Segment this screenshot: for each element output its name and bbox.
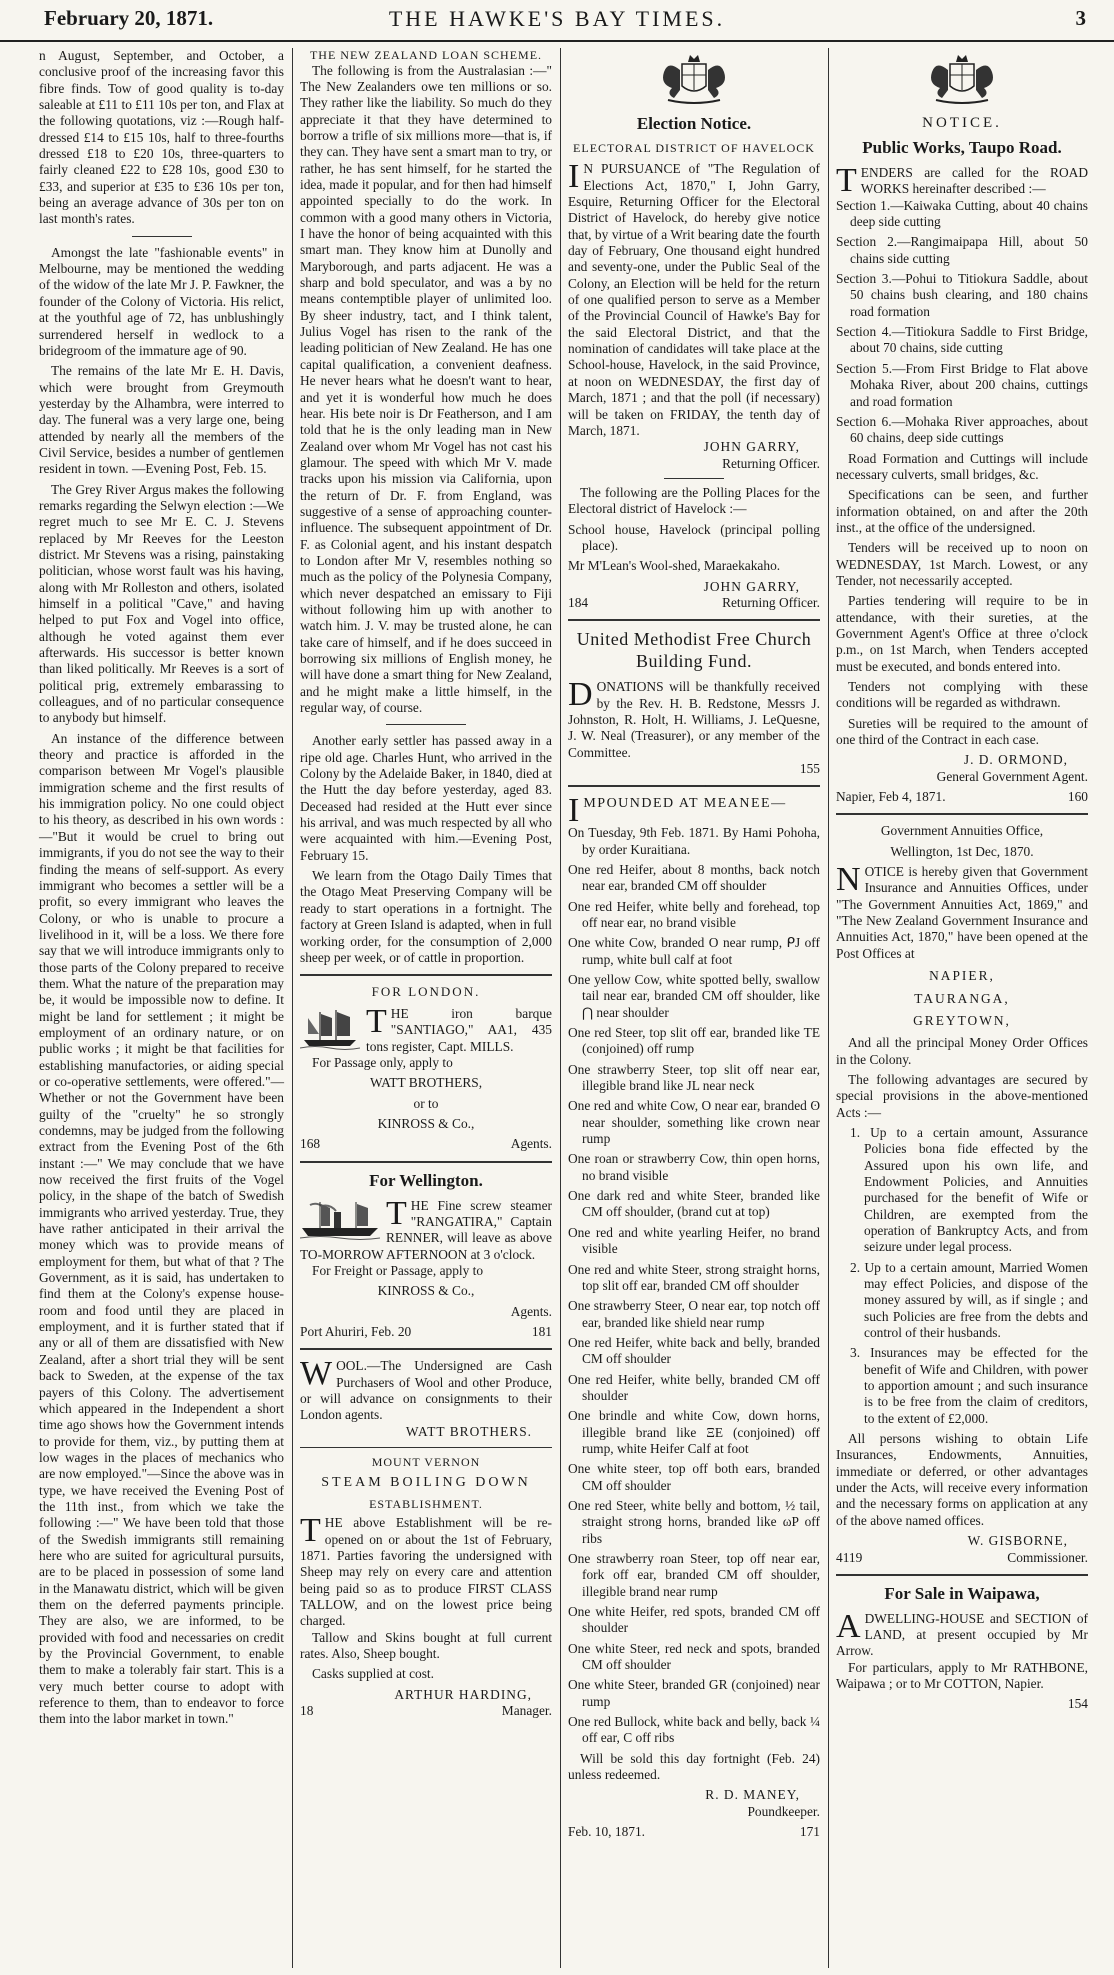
column-rule [292, 48, 293, 1968]
column-rule [560, 48, 561, 1968]
wellington-footer [300, 1324, 552, 1340]
road-section: Section 6.—Mohaka River approaches, about 60 chains, deep side cuttings [836, 413, 1088, 446]
annuities-para: And all the principal Money Order Offices in the Colony. [836, 1035, 1088, 1067]
wellington-ad-body: HE Fine screw steamer "RANGATIRA," Captain RENNER, will leave as above TO-MORROW AFTERNOON at 3 o'clock. [300, 1197, 552, 1262]
early-settler-article: Another early settler has passed away in a ripe old age. Charles Hunt, who arrived in the Colony by the Adelaide Baker, in 1840, died at the Hutt the day before yesterday, aged 83. Deceased had resided at the Hutt ever since his arrival, and was much respected by all who were acquainted with him.—Evening Post, February 15. [300, 733, 552, 863]
poundkeeper-name: R. D. MANEY, [705, 1787, 800, 1803]
divider [568, 785, 820, 787]
issue-date: February 20, 1871. [44, 6, 214, 30]
royal-coat-of-arms-icon [912, 50, 1012, 108]
drop-cap: D [568, 679, 593, 714]
methodist-fund-body [568, 679, 820, 761]
for-sale-contact: For particulars, apply to Mr RATHBONE, Waipawa ; or to Mr COTTON, Napier. [836, 1659, 1088, 1691]
advantages-list [836, 1125, 1088, 1427]
drop-cap: T [386, 1197, 407, 1232]
steamer-icon [300, 1198, 380, 1242]
newspaper-title: THE HAWKE'S BAY TIMES. [388, 6, 726, 31]
ad-number: 181 [531, 1323, 552, 1339]
polling-place: School house, Havelock (principal polling place). [568, 521, 820, 553]
masthead [0, 0, 1114, 42]
impounded-animal: One brindle and white Cow, down horns, illegible brand like ΞE (conjoined) off rump, white Heifer Calf at foot [568, 1408, 820, 1456]
selwyn-election-article: The Grey River Argus makes the following remarks regarding the Selwyn election :—We regret much to see Mr E. C. J. Stevens replaced by Mr Reeves for the Leeston district. Mr Stevens was a rising, painstaking politician, whose worst fault was his having, along with Mr Rolleston and others, isolated himself in a political "Cave," and having helped to put Fox and Vogel into office, although he voted against them ever afterwards. His successor is better known than liked politically. Mr Reeves is a sort of political prig, extremely embarassing to colleagues, and of no particular consequence to anybody but himself. [39, 481, 284, 726]
london-agent: KINROSS & Co., [377, 1116, 475, 1132]
annuities-para: All persons wishing to obtain Life Insurances, Endowments, Annuities, immediate or deferred, or other advantages under the Acts, will receive every information and the necessary forms on application at any of the above named offices. [836, 1431, 1088, 1528]
mount-vernon-signature: ARTHUR HARDING, [394, 1686, 532, 1702]
mount-vernon-casks: Casks supplied at cost. [312, 1666, 434, 1682]
agent-name: J. D. ORMOND, [963, 752, 1068, 768]
divider [568, 619, 820, 621]
drop-cap: T [366, 1006, 387, 1041]
impounded-animal: One yellow Cow, white spotted belly, swallow tail near ear, branded CM off shoulder, like ⋂ near shoulder [568, 972, 820, 1020]
ad-date: Feb. 10, 1871. [568, 1824, 645, 1840]
public-works-para: Road Formation and Cuttings will include necessary culverts, small bridges, &c. [836, 450, 1088, 482]
divider [132, 236, 192, 237]
impounded-animal: One white Steer, red neck and spots, branded CM off shoulder [568, 1640, 820, 1673]
impounded-animal: One red and white Steer, strong straight horns, top slit off ear, branded CM off shoulder [568, 1261, 820, 1293]
for-wellington-heading: For Wellington. [369, 1170, 483, 1190]
impounded-animal: One red Heifer, about 8 months, back notch near ear, branded CM off shoulder [568, 861, 820, 894]
returning-officer-name: JOHN GARRY, [703, 578, 800, 594]
loan-scheme-heading: THE NEW ZEALAND LOAN SCHEME. [309, 48, 543, 62]
public-works-para: Parties tendering will require to be in attendance, with their sureties, at the Government Agent's Office at three o'clock p.m., on 1st March, when Tenders accepted must be executed, and bonds entered into. [836, 593, 1088, 674]
ad-place: Napier, Feb 4, 1871. [836, 789, 946, 805]
town-napier: NAPIER, [929, 968, 995, 984]
notice-heading: NOTICE. [922, 115, 1002, 131]
impounded-footer [568, 1824, 820, 1840]
ad-number: 154 [1067, 1696, 1088, 1712]
drop-cap: A [836, 1610, 861, 1645]
methodist-text: ONATIONS will be thankfully received by the Rev. H. B. Redstone, Messrs J. Johnston, R. Holt, H. Williams, J. LeQuesne, J. W. Neal (Treasurer), or any member of the Committee. [568, 679, 820, 760]
wool-signature: WATT BROTHERS. [405, 1423, 532, 1439]
impounded-intro: On Tuesday, 9th Feb. 1871. By Hami Pohoha, by order Kuraitiana. [568, 825, 820, 857]
drop-cap: I [568, 795, 580, 826]
commissioner-name: W. GISBORNE, [967, 1533, 1068, 1549]
mount-vernon-footer [300, 1703, 552, 1719]
ad-number: 184 [568, 594, 589, 610]
for-sale-body [836, 1611, 1088, 1660]
annuities-footer [836, 1550, 1088, 1566]
impounded-animal: One red Heifer, white belly, branded CM off shoulder [568, 1371, 820, 1403]
road-section: Section 2.—Rangimaipapa Hill, about 50 chains side cutting [836, 234, 1088, 266]
immigration-article: An instance of the difference between theory and practice is afforded in the comparison between Mr Vogel's plausible immigration scheme and the first results of his immigration policy. No one could object to his theory, as described in his own words :—"But it would be cruel to bring out immigrants, if you do not see the way to their finding the means of self-support. As every immigrant who becomes a settler will be a profit, so every immigrant who leaves the Colony, or who is unable to procure a livelihood in it, will be a loss. We there fore say that we will introduce immigrants only to those parts of the Colony prepared to receive them. What the nature of the preparation may be, it would be impossible now to define. It might be land for settlement ; it might be employment of an ordinary nature, or on public works ; it might be that facilities for establishing manufactories, or aiding special or co-operative settlements, were offered."—Whether or not the Government have been guilty of the "cruelty" he so strongly condemns, may be judged from the following extract from the Evening Post of the 6th instant :—" We may conclude that we have now received the first fruits of the Vogel policy, in the shape of the batch of Swedish immigrants who arrived yesterday. True, they have rather anticipated in their arrival the money which was to provide means of employment for them, but what of that ? The Government, as it is said, has undertaken to find them at the Colony's expense house-room and food until they are placed in employment, and it is further stated that if any or all of them are dissatisfied with New Zealand, after a short trial they will be sent back to Sweden, at the expense of the tax payers of this Colony. The advertisement which appeared in the Independent a short time ago shows how the Government intends to provide for them, viz., by putting them at low wages in the places of mechanics who are now employed."—Since the above was in type, we have received the Evening Post of the 11th inst., from which we take the following :—" We have been told that those of the Swedish immigrants still remaining here who are suited for agricultural pursuits, are to be placed in possession of some land in the Manawatu district, which will be given them on the deferred payments principle. They are also, we are informed, to be provided with food and necessaries on credit by the Provincial Government, to enable them to make a tolerably fair start. This is a very much better course to adopt with reference to them, than to endeavor to force them into the labor market in town." [39, 730, 284, 1727]
election-text: N PURSUANCE of "The Regulation of Elections Act, 1870," I, John Garry, Esquire, Returning Officer for the Electoral District of Havelock, do hereby give notice that, by virtue of a Writ bearing date the fourth day of February, One thousand eight hundred and seventy-one, under the Public Seal of the Colony, an Election will be held for the return of one qualified person to serve as a Member of the Provincial Council of Hawke's Bay for the said Electoral District, and that the nomination of candidates will take place at the School-house, Havelock, in the said Province, at noon on WEDNESDAY, the first day of March, 1871 ; and that the poll (if necessary) will be taken on FRIDAY, the tenth day of March, 1871. [568, 161, 820, 438]
public-works-footer [836, 789, 1088, 805]
impounded-title: MPOUNDED AT MEANEE— [583, 796, 787, 812]
impounded-animal: One red Steer, white belly and bottom, ½ tail, straight strong horns, branded like ωP off ribs [568, 1497, 820, 1546]
column-3 [563, 48, 825, 1968]
for-wellington-ad [300, 1198, 552, 1263]
impounded-heading [568, 795, 820, 825]
impounded-animal: One white Heifer, red spots, branded CM off shoulder [568, 1604, 820, 1636]
column-4 [831, 48, 1093, 1968]
impounded-animal: One strawberry roan Steer, top off near ear, fork off ear, branded CM off shoulder, illegible brand near rump [568, 1551, 820, 1599]
impounded-animal: One dark red and white Steer, branded like CM off shoulder, (brand cut at top) [568, 1188, 820, 1220]
annuities-text: OTICE is hereby given that Government Insurance and Annuities Offices, under "The Government Annuities Act, 1869," and "The New Zealand Government Insurance and Annuities Act, 1870," have been opened at the Post Offices at [836, 864, 1088, 961]
funeral-article: The remains of the late Mr E. H. Davis, which were brought from Greymouth yesterday by the Alhambra, were interred to day. The funeral was a very large one, being attended by nearly all the members of the Civil Service, besides a number of gentlemen resident in town. —Evening Post, Feb. 15. [39, 363, 284, 477]
mount-vernon-ad [300, 1515, 552, 1629]
polling-places-intro: The following are the Polling Places for the Electoral district of Havelock :— [568, 484, 820, 517]
road-section: Section 1.—Kaiwaka Cutting, about 40 chains deep side cutting [836, 197, 1088, 230]
drop-cap: T [836, 165, 857, 198]
annuities-para: The following advantages are secured by special provisions in the above-mentioned Acts :— [836, 1071, 1088, 1120]
divider [386, 724, 466, 725]
impounded-animal: One red Heifer, white back and belly, branded CM off shoulder [568, 1334, 820, 1367]
public-works-para: Sureties will be required to the amount of one third of the Contract in each case. [836, 715, 1088, 748]
ad-role: Commissioner. [1007, 1549, 1088, 1565]
wellington-agents: Agents. [510, 1303, 552, 1319]
divider [300, 1161, 552, 1163]
mount-vernon-tallow: Tallow and Skins bought at full current rates. Also, Sheep bought. [300, 1629, 552, 1662]
road-section: Section 3.—Pohui to Titiokura Saddle, about 50 chains bush clearing, and 180 chains road formation [836, 271, 1088, 319]
drop-cap: W [300, 1358, 333, 1393]
wool-ad [300, 1358, 552, 1423]
poundkeeper-role: Poundkeeper. [747, 1803, 820, 1819]
road-sections-list [836, 198, 1088, 447]
for-london-ad [300, 1006, 552, 1055]
wellington-freight: For Freight or Passage, apply to [312, 1262, 484, 1278]
annuities-office-heading: Government Annuities Office, [880, 823, 1044, 839]
returning-officer-role: Returning Officer. [722, 455, 820, 471]
methodist-fund-heading: United Methodist Free Church Building Fund. [576, 629, 812, 672]
town-greytown: GREYTOWN, [913, 1012, 1011, 1028]
impounded-animal: One red Bullock, white back and belly, back ¼ off ear, C off ribs [568, 1714, 820, 1746]
ad-role: Manager. [501, 1703, 552, 1719]
for-london-heading: FOR LONDON. [371, 984, 481, 1000]
for-sale-text: DWELLING-HOUSE and SECTION of LAND, at present occupied by Mr Arrow. [836, 1610, 1088, 1659]
for-sale-heading: For Sale in Waipawa, [884, 1583, 1040, 1603]
impounded-animal: One roan or strawberry Cow, thin open horns, no brand visible [568, 1151, 820, 1183]
divider [836, 1574, 1088, 1576]
public-works-intro [836, 165, 1088, 198]
impounded-animal: One red Heifer, white belly and forehead, top off near ear, no brand visible [568, 898, 820, 930]
london-passage: For Passage only, apply to [312, 1055, 453, 1071]
road-section: Section 4.—Titiokura Saddle to First Bridge, about 70 chains, side cutting [836, 324, 1088, 356]
divider [300, 1348, 552, 1350]
ad-number: 18 [300, 1703, 314, 1719]
impounded-animal: One strawberry Steer, top slit off near ear, illegible brand like JL near neck [568, 1061, 820, 1094]
ad-number: 168 [300, 1136, 321, 1152]
election-notice-body [568, 161, 820, 439]
mount-vernon-heading: MOUNT VERNON [371, 1455, 481, 1469]
mount-vernon-body: HE above Establishment will be re-opened on or about the 1st of February, 1871. Parties favoring the undersigned with Sheep may rely on every care and attention being paid so as to produce FIRST CLASS TALLOW, and on the lowest price being charged. [300, 1515, 552, 1629]
divider [836, 813, 1088, 815]
public-works-intro-text: ENDERS are called for the ROAD WORKS hereinafter described :— [860, 165, 1088, 197]
drop-cap: N [836, 864, 861, 899]
column-2 [295, 48, 557, 1968]
divider [300, 974, 552, 976]
advantage-item: 2. Up to a certain amount, Married Women may effect Policies, and dispose of the money assured by will, as if single ; and such Policies are free from the debts and control of their husbands. [850, 1259, 1088, 1341]
flax-report: n August, September, and October, a conclusive proof of the increasing favor this fibre finds. Tow of good quality is to-day saleable at £11 to £11 10s per ton, and Flax at the following quotations, viz :—Rough half-dressed £14 to £15 10s, half to three-fourths dressed £18 to £20 10s, three-quarters to fairly cleaned £22 to £28 10s, good £30 to £33, and superior at £35 to £36 10s per ton, being an average advance of 30s per ton on last month's rates. [39, 48, 284, 227]
impounded-animal: One white steer, top off both ears, branded CM off shoulder [568, 1461, 820, 1493]
town-tauranga: TAURANGA, [914, 990, 1010, 1006]
london-ad-body: HE iron barque "SANTIAGO," AA1, 435 tons register, Capt. MILLS. [366, 1006, 552, 1054]
royal-coat-of-arms-icon [644, 50, 744, 108]
establishment-heading: ESTABLISHMENT. [369, 1496, 483, 1511]
drop-cap: T [300, 1515, 321, 1550]
annuities-office-date: Wellington, 1st Dec, 1870. [890, 843, 1034, 859]
loan-scheme-article: The following is from the Australasian :—" The New Zealanders owe ten millions or so. They rather like the liability. So much do they appreciate it that they have determined to borrow a trifle of six millions more—that is, if they can. They have sent a smart man to try, or rather, he has sent himself, for he started the idea, made it popular, and for then had himself appointed specially to do the work. In common with a good many others in Victoria, I have the honor of being acquainted with this smart man. They know him at Dunolly and Maryborough, and parts adjacent. He was a sharp and bold speculator, and was a by no means contemptible player of unlimited loo. By sheer industry, tact, and I think talent, Julius Vogel has risen to the rank of the leading politician of New Zealand. He has one capital qualification, a convenient deafness. He never hears what he doesn't want to hear, and yet it is wonderful how much he does hear. His bete noir is Dr Featherson, and I am told that he is the only leading man in New Zealand over whom Mr Vogel has not cast his glamour. The speed with which Mr V. made tracks upon his mission via California, upon the return of Dr. F. from England, was suggestive of a sense of approaching counter-influence. The subsequent appointment of Dr. F. as Colonial agent, and his instant despatch to London after Mr V, resembles nothing so much as the policy of the Polynesia Company, which never despatched an emissary to Fiji without following him up with another to watch him. J. V. may be trusted alone, he can take care of himself, and if he does succeed in borrowing six millions of English money, he will have done a smart thing for New Zealand, and he might make a little himself, in the regular way, of course. [300, 62, 552, 716]
public-works-heading: Public Works, Taupo Road. [862, 138, 1062, 158]
impounded-animal: One strawberry Steer, O near ear, top notch off ear, branded like shield near rump [568, 1298, 820, 1330]
polling-place: Mr M'Lean's Wool-shed, Maraekakaho. [568, 558, 781, 574]
column-1 [34, 48, 289, 1968]
road-section: Section 5.—From First Bridge to Flat above Mohaka River, about 200 chains, cuttings and road formation [836, 360, 1088, 409]
advantage-item: 3. Insurances may be effected for the benefit of Wife and Children, with power to apportion amount ; and such insurance is to be free from the claim of creditors, to the extent of £2,000. [850, 1345, 1088, 1426]
column-rule [828, 48, 829, 1968]
london-agent: WATT BROTHERS, [369, 1075, 483, 1091]
page-number: 3 [1075, 6, 1086, 30]
ad-number: 160 [1067, 789, 1088, 805]
ad-number: 4119 [836, 1549, 863, 1565]
public-works-para: Tenders will be received up to noon on WEDNESDAY, 1st March. Lowest, or any Tender, not necessarily accepted. [836, 540, 1088, 588]
drop-cap: I [568, 161, 580, 196]
ad-number: 155 [799, 760, 820, 776]
polling-footer [568, 595, 820, 611]
ad-role: Agents. [510, 1136, 552, 1152]
impounded-animal: One red and white Cow, O near ear, branded ʘ near shoulder, something like crown near rump [568, 1098, 820, 1147]
impounded-animal: One red and white yearling Heifer, no brand visible [568, 1224, 820, 1257]
returning-officer-name: JOHN GARRY, [703, 439, 800, 455]
impounded-sale-note: Will be sold this day fortnight (Feb. 24) unless redeemed. [568, 1750, 820, 1783]
ad-role: Returning Officer. [722, 594, 820, 610]
impounded-list [568, 862, 820, 1747]
divider [664, 478, 724, 479]
divider [300, 1447, 552, 1448]
ad-place: Port Ahuriri, Feb. 20 [300, 1323, 412, 1339]
fashionable-events-article: Amongst the late "fashionable events" in Melbourne, may be mentioned the wedding of the widow of the late Mr J. P. Fawkner, the founder of the Colony of Victoria. His relict, at the youthful age of 72, has unblushingly surrendered herself in wedlock to a bridegroom of the immature age of 90. [39, 244, 284, 358]
impounded-animal: One red Steer, top slit off ear, branded like TE (conjoined) off rump [568, 1025, 820, 1057]
annuities-body [836, 864, 1088, 962]
election-notice-heading: Election Notice. [636, 114, 752, 133]
wool-ad-body: OOL.—The Undersigned are Cash Purchasers of Wool and other Produce, or will advance on consignments to their London agents. [300, 1358, 552, 1423]
otago-meat-article: We learn from the Otago Daily Times that the Otago Meat Preserving Company will be ready to start operations in a fortnight. The factory at Green Island is adapted, when in full working order, for the consumption of 2,000 sheep per week, or of cattle in proportion. [300, 868, 552, 965]
agent-role: General Government Agent. [936, 768, 1088, 784]
london-or: or to [413, 1095, 439, 1111]
ad-number: 171 [799, 1824, 820, 1840]
wellington-agent: KINROSS & Co., [377, 1283, 475, 1299]
advantage-item: 1. Up to a certain amount, Assurance Policies bona fide effected by the Assured upon his own life, and Endowment Policies, and Annuities purchased for the benefit of Wife or Children, are exempted from the operation of Bankruptcy Acts, and from seizure under legal process. [850, 1124, 1088, 1255]
steam-boiling-heading: STEAM BOILING DOWN [321, 1474, 531, 1490]
sailing-ship-icon [300, 1006, 360, 1052]
impounded-animal: One white Steer, branded GR (conjoined) near rump [568, 1677, 820, 1709]
public-works-para: Tenders not complying with these conditions will be regarded as withdrawn. [836, 679, 1088, 711]
electoral-district-heading: ELECTORAL DISTRICT OF HAVELOCK [573, 140, 815, 155]
public-works-para: Specifications can be seen, and further information obtained, on and after the 20th inst., at the office of the undersigned. [836, 487, 1088, 535]
impounded-animal: One white Cow, branded O near rump, ᑭJ off rump, white bull calf at foot [568, 935, 820, 967]
london-footer [300, 1136, 552, 1152]
